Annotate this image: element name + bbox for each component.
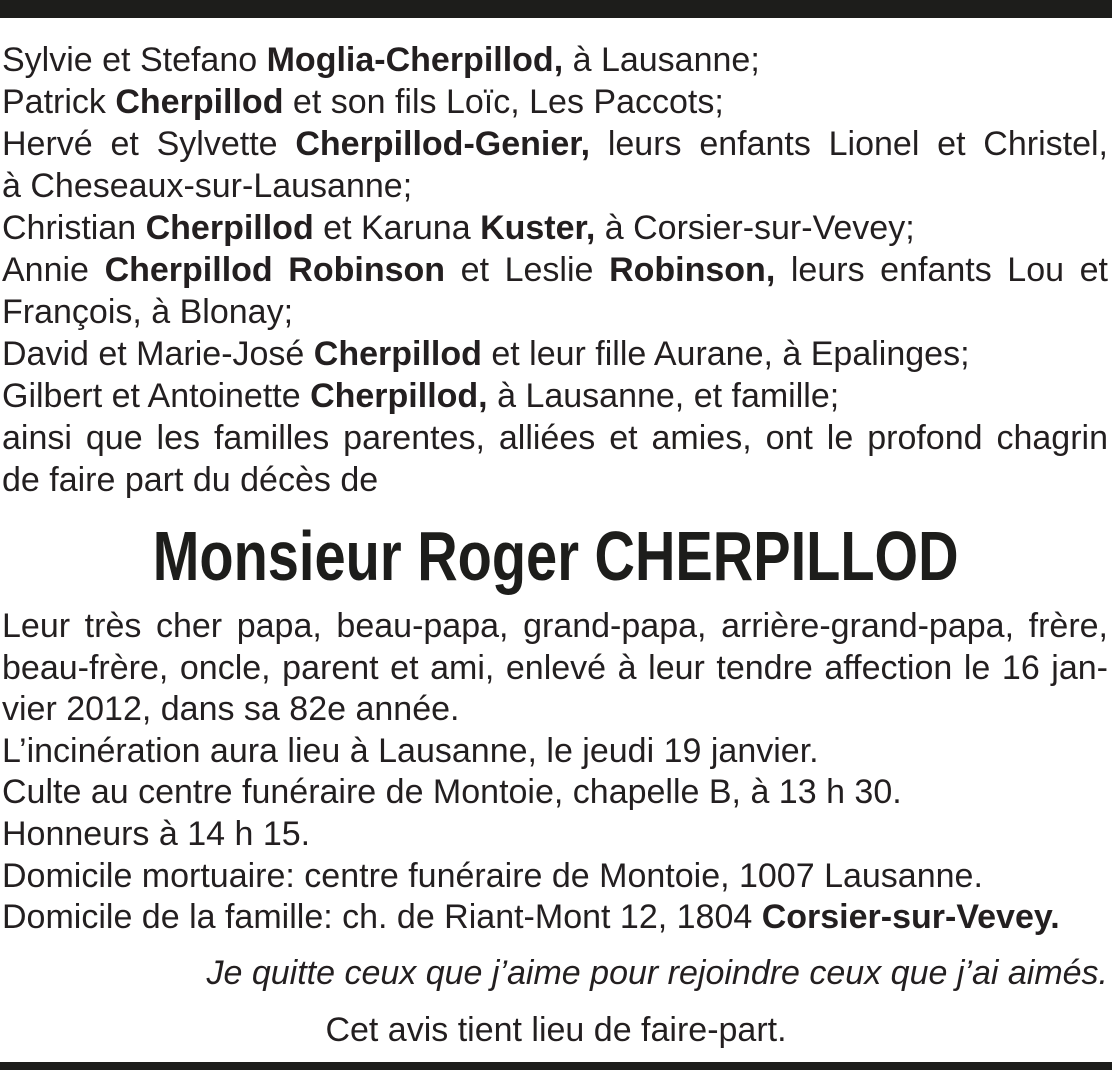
family-line: [2, 123, 1108, 165]
family-announcement: [2, 39, 1108, 501]
text-segment: Sylvie et Stefano: [2, 41, 267, 79]
text-segment: et leur fille Aurane, à Epalinges;: [481, 335, 970, 373]
text-segment: Patrick: [2, 83, 116, 121]
family-name: Cherpillod Robinson: [104, 251, 446, 289]
text-segment: Annie: [2, 251, 105, 289]
family-line: [2, 81, 1108, 123]
text-segment: à Lausanne, et famille;: [487, 377, 840, 415]
text-segment: Gilbert et Antoinette: [2, 377, 311, 415]
text-segment: beau-frère, oncle, parent et ami, enlevé à leur tendre affection le 16 jan-: [2, 648, 1108, 687]
family-name: Cherpillod: [145, 209, 314, 247]
notice-footer: Cet avis tient lieu de faire-part.: [325, 1011, 787, 1049]
detail-line: [2, 648, 1108, 690]
family-name: Cherpillod: [313, 335, 482, 373]
text-segment: David et Marie-José: [2, 335, 314, 373]
detail-line: [2, 731, 1108, 773]
text-segment: Christian: [2, 209, 146, 247]
detail-line: [2, 772, 1108, 814]
family-line: [2, 249, 1108, 291]
text-segment: et son fils Loïc, Les Paccots;: [283, 83, 724, 121]
family-line: [2, 333, 1108, 375]
family-line: [2, 165, 1108, 207]
text-segment: Honneurs à 14 h 15.: [2, 814, 311, 853]
family-line: [2, 459, 1108, 501]
text-segment: Hervé et Sylvette: [2, 125, 296, 163]
text-segment: vier 2012, dans sa 82e année.: [2, 690, 460, 729]
text-segment: leurs enfants Lou et: [775, 251, 1108, 289]
detail-line: [2, 856, 1108, 898]
deceased-name: Monsieur Roger CHERPILLOD: [153, 517, 959, 595]
family-line: [2, 291, 1108, 333]
text-segment: et Leslie: [445, 251, 610, 289]
text-segment: Domicile mortuaire: centre funéraire de Montoie, 1007 Lausanne.: [2, 856, 983, 895]
family-line: [2, 39, 1108, 81]
text-segment: à Cheseaux-sur-Lausanne;: [2, 167, 413, 205]
family-line: [2, 207, 1108, 249]
detail-line: [2, 689, 1108, 731]
family-name: Moglia-Cherpillod,: [266, 41, 564, 79]
deceased-name-heading: [0, 517, 1112, 595]
text-segment: leurs enfants Lionel et Christel,: [590, 125, 1108, 163]
text-segment: François, à Blonay;: [2, 293, 294, 331]
text-segment: Leur très cher papa, beau-papa, grand-papa, arrière-grand-papa, frère,: [2, 607, 1108, 645]
text-segment: de faire part du décès de: [2, 461, 379, 499]
family-name: Kuster,: [480, 209, 596, 247]
detail-line: [2, 606, 1108, 648]
family-name: Cherpillod,: [310, 377, 488, 415]
text-segment: Domicile de la famille: ch. de Riant-Mont 12, 1804: [2, 898, 762, 937]
funeral-details: [2, 606, 1108, 939]
text-segment: et Karuna: [313, 209, 481, 247]
text-segment: ainsi que les familles parentes, alliées et amies, ont le profond chagrin: [2, 419, 1108, 457]
family-line: [2, 375, 1108, 417]
top-rule: [0, 0, 1112, 18]
family-name: Robinson,: [609, 251, 776, 289]
text-segment: à Corsier-sur-Vevey;: [595, 209, 915, 247]
text-segment: à Lausanne;: [563, 41, 760, 79]
family-line: [2, 417, 1108, 459]
text-segment: Culte au centre funéraire de Montoie, chapelle B, à 13 h 30.: [2, 773, 902, 812]
text-segment: L’incinération aura lieu à Lausanne, le jeudi 19 janvier.: [2, 731, 819, 770]
family-name: Cherpillod-Genier,: [295, 125, 591, 163]
bottom-rule: [0, 1062, 1112, 1070]
family-name: Cherpillod: [115, 83, 284, 121]
family-name: Corsier-sur-Vevey.: [761, 898, 1060, 937]
closing-quote: Je quitte ceux que j’aime pour rejoindre ceux que j’ai aimés.: [206, 954, 1108, 992]
detail-line: [2, 897, 1108, 939]
detail-line: [2, 814, 1108, 856]
